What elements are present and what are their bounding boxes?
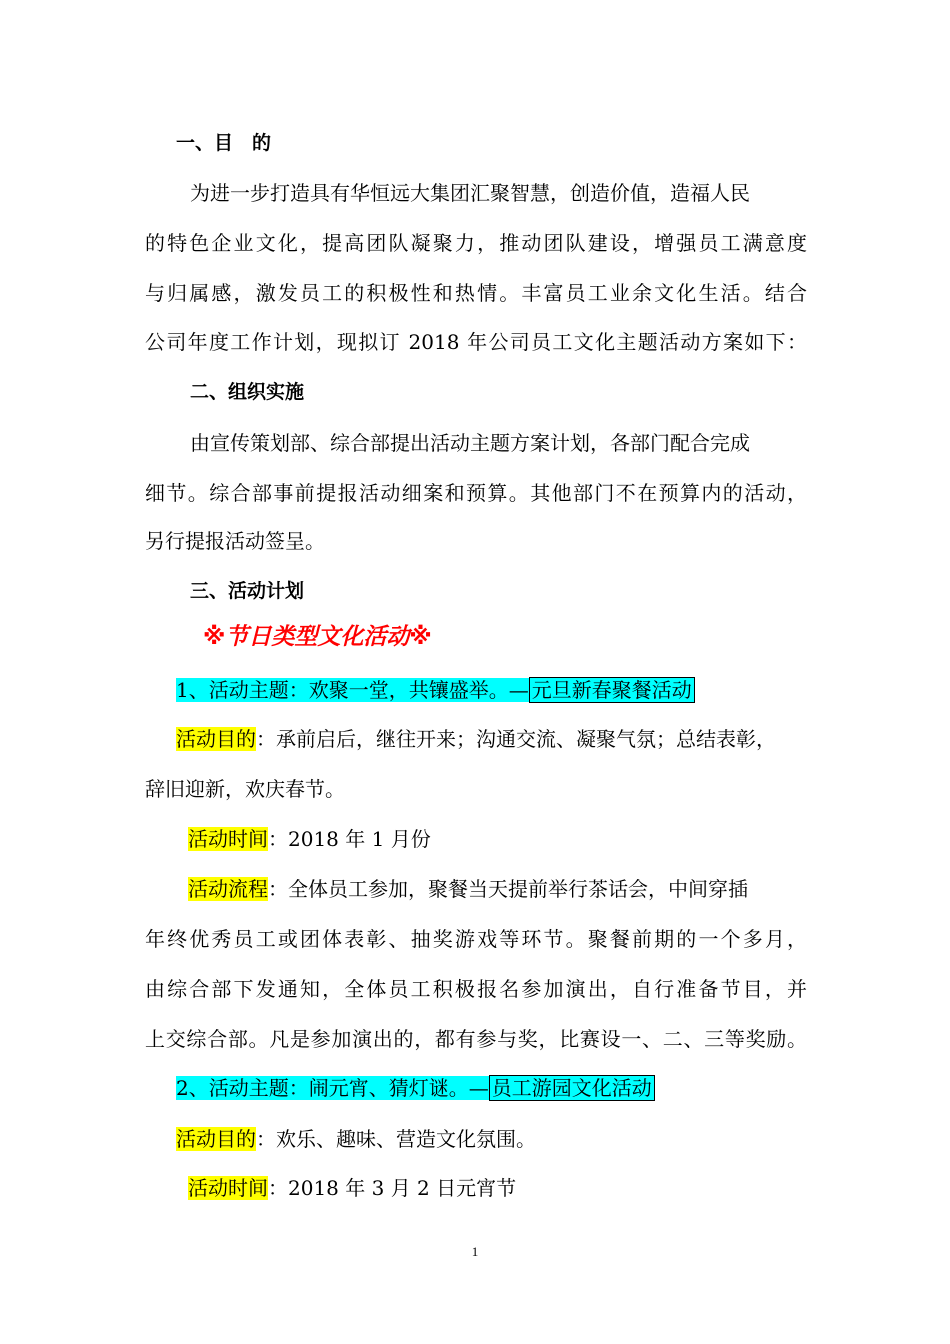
purpose-label: 活动目的 (176, 1127, 256, 1151)
flow-text: ：全体员工参加，聚餐当天提前举行茶话会，中间穿插 (268, 877, 748, 901)
purpose-text: ：承前启后，继往开来；沟通交流、凝聚气氛；总结表彰， (256, 727, 776, 751)
paragraph-line: 另行提报活动签呈。 (145, 529, 325, 553)
section-heading-purpose: 一、目 的 (176, 132, 272, 154)
activity-1-purpose (176, 726, 776, 752)
activity-1-time (188, 826, 431, 852)
purpose-label: 活动目的 (176, 727, 256, 751)
paragraph-line: 的特色企业文化，提高团队凝聚力，推动团队建设，增强员工满意度 (145, 231, 807, 255)
activity-2-theme (176, 1074, 655, 1102)
activity-1-theme-name: 元旦新春聚餐活动 (529, 677, 695, 703)
paragraph-line: 由综合部下发通知，全体员工积极报名参加演出，自行准备节目，并 (145, 977, 807, 1001)
purpose-text: ：欢乐、趣味、营造文化氛围。 (256, 1127, 536, 1151)
section-heading-activity-plan: 三、活动计划 (190, 580, 305, 602)
time-value: ：2018 年 1 月份 (268, 827, 431, 851)
paragraph-line: 上交综合部。凡是参加演出的，都有参与奖，比赛设一、二、三等奖励。 (145, 1027, 807, 1051)
paragraph-line: 与归属感，激发员工的积极性和热情。丰富员工业余文化生活。结合 (145, 281, 807, 305)
activity-2-time (188, 1175, 516, 1201)
paragraph-line: 由宣传策划部、综合部提出活动主题方案计划，各部门配合完成 (190, 431, 750, 455)
time-label: 活动时间 (188, 827, 268, 851)
paragraph-line: 细节。综合部事前提报活动细案和预算。其他部门不在预算内的活动， (145, 481, 807, 505)
activity-1-flow (188, 876, 748, 902)
time-label: 活动时间 (188, 1176, 268, 1200)
paragraph-line: 公司年度工作计划，现拟订 2018 年公司员工文化主题活动方案如下： (145, 330, 807, 354)
activity-2-purpose (176, 1126, 536, 1152)
section-heading-organization: 二、组织实施 (190, 381, 305, 403)
paragraph-line: 年终优秀员工或团体表彰、抽奖游戏等环节。聚餐前期的一个多月， (145, 927, 807, 951)
activity-1-theme-prefix: 1、活动主题：欢聚一堂，共镶盛举。— (176, 678, 529, 702)
activity-1-theme (176, 676, 695, 704)
flow-label: 活动流程 (188, 877, 268, 901)
paragraph-line: 为进一步打造具有华恒远大集团汇聚智慧，创造价值，造福人民 (190, 181, 750, 205)
activity-1-purpose-continued: 辞旧迎新，欢庆春节。 (145, 777, 345, 801)
page-number: 1 (471, 1244, 479, 1259)
activity-2-theme-name: 员工游园文化活动 (489, 1075, 655, 1101)
festival-activities-banner: ※节日类型文化活动※ (203, 624, 432, 650)
activity-2-theme-prefix: 2、活动主题：闹元宵、猜灯谜。— (176, 1076, 489, 1100)
time-value: ：2018 年 3 月 2 日元宵节 (268, 1176, 517, 1200)
